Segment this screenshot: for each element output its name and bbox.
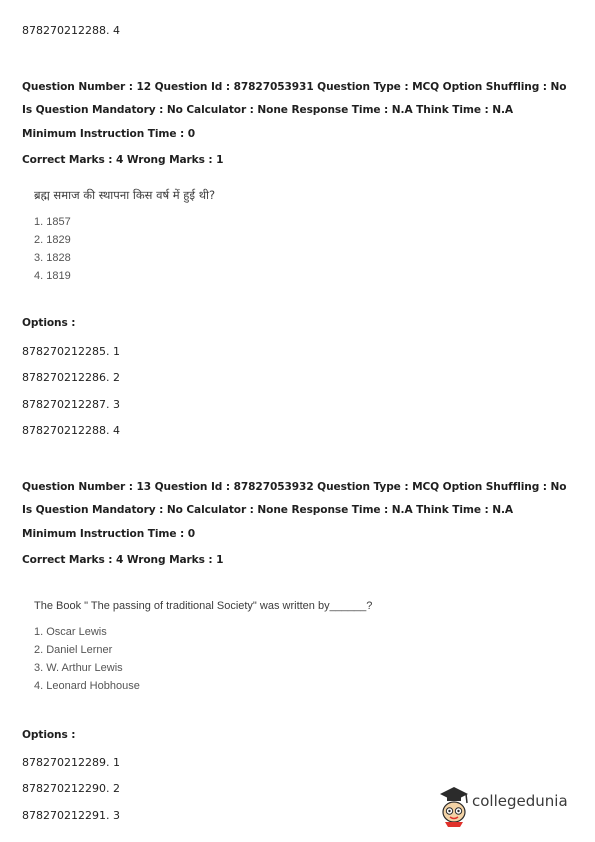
collegedunia-logo (436, 784, 576, 828)
question-image (34, 600, 372, 695)
choice-item: 2. 1829 (34, 234, 71, 246)
option-id-line: 878270212285. 1 (22, 345, 120, 358)
question-text: ब्रह्म समाज की स्थापना किस वर्ष में हुई थी? (34, 188, 216, 202)
choice-item: 1. 1857 (34, 216, 71, 228)
choice-list (34, 213, 215, 285)
question-header-line: Question Number : 12 Question Id : 87827053931 Question Type : MCQ Option Shuffling : No (22, 81, 567, 93)
options-label: Options : (22, 729, 76, 741)
choice-item: 4. 1819 (34, 270, 71, 282)
question-meta-line: Is Question Mandatory : No Calculator : None Response Time : N.A Think Time : N.A (22, 104, 514, 116)
logo-text: collegedunia (472, 792, 568, 810)
choice-item: 3. 1828 (34, 252, 71, 264)
question-image (34, 188, 215, 285)
min-instruction-time: Minimum Instruction Time : 0 (22, 528, 196, 540)
question-text: The Book " The passing of traditional Society" was written by______? (34, 600, 373, 612)
option-id-line: 878270212288. 4 (22, 24, 120, 37)
question-header-line: Question Number : 13 Question Id : 87827053932 Question Type : MCQ Option Shuffling : No (22, 481, 567, 493)
graduate-mascot-icon (436, 784, 472, 828)
marks-line: Correct Marks : 4 Wrong Marks : 1 (22, 554, 224, 566)
option-id-line: 878270212288. 4 (22, 424, 120, 437)
option-id-line: 878270212290. 2 (22, 782, 120, 795)
min-instruction-time: Minimum Instruction Time : 0 (22, 128, 196, 140)
choice-list (34, 623, 372, 695)
choice-item: 4. Leonard Hobhouse (34, 680, 140, 692)
option-id-line: 878270212291. 3 (22, 809, 120, 822)
question-meta-line: Is Question Mandatory : No Calculator : None Response Time : N.A Think Time : N.A (22, 504, 514, 516)
option-id-line: 878270212286. 2 (22, 371, 120, 384)
option-id-line: 878270212289. 1 (22, 756, 120, 769)
marks-line: Correct Marks : 4 Wrong Marks : 1 (22, 154, 224, 166)
option-id-line: 878270212287. 3 (22, 398, 120, 411)
choice-item: 3. W. Arthur Lewis (34, 662, 123, 674)
options-label: Options : (22, 317, 76, 329)
choice-item: 2. Daniel Lerner (34, 644, 113, 656)
choice-item: 1. Oscar Lewis (34, 626, 107, 638)
